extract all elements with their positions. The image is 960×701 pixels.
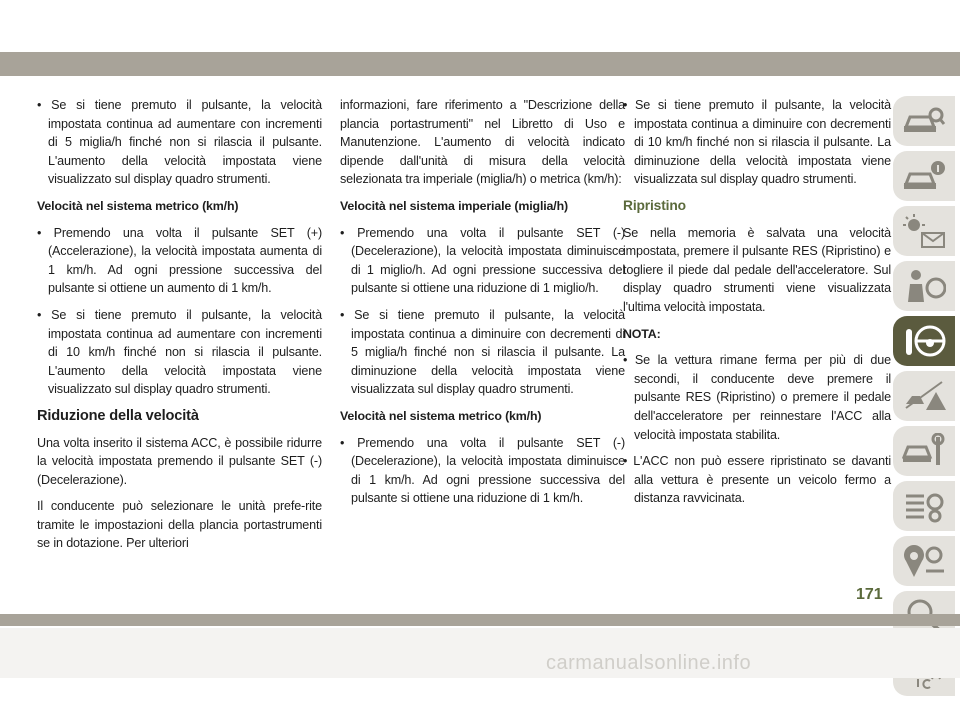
steering-wheel-icon [902, 323, 946, 359]
para-units: Il conducente può selezionare le unità prefe-rite tramite le impostazioni della plancia portastrumenti se in dotazione. Per ulteriori [37, 499, 322, 551]
para-info: informazioni, fare riferimento a "Descrizione della plancia portastrumenti" nel Libretto di Uso e Manutenzione. L'aumento di velocità indicato dipende dall'unità di misura della velocità selezionata tra imperiale (miglia/h) o metrica (km/h): [340, 98, 625, 187]
bullet-increase-10kmh: • Se si tiene premuto il pulsante, la velocità impostata continua ad aumentare con incrementi di 10 km/h finché non si rilascia il pulsante. L'aumento della velocità impostata viene visualizzato sul display quadro strumenti. [37, 307, 322, 397]
warning-lights-icon [902, 213, 946, 249]
heading-imperial: Velocità nel sistema imperiale (miglia/h) [340, 198, 568, 213]
tab-multimedia[interactable] [893, 536, 955, 586]
heading-metric: Velocità nel sistema metrico (km/h) [37, 198, 239, 213]
car-tools-icon [902, 433, 946, 469]
tab-roadside-warning[interactable] [893, 371, 955, 421]
bullet-nota-1: • Se la vettura rimane ferma per più di due secondi, il conducente deve premere il pulsante RES (Ripristino) o premere il pedale dell'acceleratore per reinnestare l'ACC alla velocità impostata stabilita. [623, 353, 891, 442]
tab-specifications[interactable] [893, 481, 955, 531]
bullet-decrease-10kmh: • Se si tiene premuto il pulsante, la velocità impostata continua a diminuire con decrementi di 10 km/h finché non si rilascia il pulsante. La diminuzione della velocità impostata viene visualizzata sul display quadro strumenti. [623, 98, 891, 187]
bullet-set-minus-mph: • Premendo una volta il pulsante SET (-) (Decelerazione), la velocità impostata diminuisce di 1 miglio/h. Ad ogni pressione successiva del pulsante si ottiene una riduzione di 1 miglio/h. [340, 225, 625, 296]
tab-seatbelt-airbag[interactable] [893, 261, 955, 311]
car-search-icon [902, 103, 946, 139]
page-number: 171 [856, 586, 883, 603]
bottom-band [0, 614, 960, 626]
specifications-icon [902, 488, 946, 524]
watermark-bar [0, 628, 960, 678]
heading-nota: NOTA: [623, 326, 661, 341]
seatbelt-airbag-icon [902, 268, 946, 304]
bullet-increase-5mph: • Se si tiene premuto il pulsante, la velocità impostata continua ad aumentare con incrementi di 5 miglia/h finché non si rilascia il pulsante. L'aumento della velocità impostata viene visualizzato sul display quadro strumenti. [37, 98, 322, 187]
column-middle [340, 96, 625, 516]
column-left [37, 96, 322, 561]
bullet-decrease-5mph: • Se si tiene premuto il pulsante, la velocità impostata continua a diminuire con decrementi di 5 miglia/h finché non si rilascia il pulsante. La diminuzione della velocità impostata viene visualizzata sul display quadro strumenti. [340, 307, 625, 397]
multimedia-icon [902, 543, 946, 579]
para-ripristino: Se nella memoria è salvata una velocità impostata, premere il pulsante RES (Ripristino) e togliere il piede dal pedale dell'acceleratore. Sul display quadro strumenti viene visualizzata l'ultima velocità impostata. [623, 225, 891, 314]
bullet-nota-2: • L'ACC non può essere ripristinato se davanti alla vettura è presente un veicolo fermo a distanza ravvicinata. [623, 454, 891, 506]
tab-warning-lights[interactable] [893, 206, 955, 256]
heading-ripristino: Ripristino [623, 197, 686, 213]
bullet-set-plus: • Premendo una volta il pulsante SET (+) (Accelerazione), la velocità impostata aumenta di 1 km/h. Ad ogni pressione successiva del pulsante si ottiene un aumento di 1 km/h. [37, 225, 322, 296]
heading-riduzione: Riduzione della velocità [37, 407, 199, 424]
tab-car-tools[interactable] [893, 426, 955, 476]
tab-car-search[interactable] [893, 96, 955, 146]
top-band [0, 52, 960, 76]
heading-metric-2: Velocità nel sistema metrico (km/h) [340, 408, 542, 423]
para-riduzione: Una volta inserito il sistema ACC, è possibile ridurre la velocità impostata premendo il pulsante SET (-) (Decelerazione). [37, 435, 322, 487]
chapter-tabs [893, 96, 960, 701]
bullet-set-minus-kmh: • Premendo una volta il pulsante SET (-) (Decelerazione), la velocità impostata diminuisce di 1 km/h. Ad ogni pressione successiva del pulsante si ottiene una riduzione di 1 km/h. [340, 435, 625, 506]
column-right [623, 96, 891, 516]
car-info-icon [902, 158, 946, 194]
roadside-warning-icon [902, 378, 946, 414]
tab-steering-wheel[interactable] [893, 316, 955, 366]
tab-car-info[interactable] [893, 151, 955, 201]
watermark: carmanualsonline.info [546, 652, 752, 674]
